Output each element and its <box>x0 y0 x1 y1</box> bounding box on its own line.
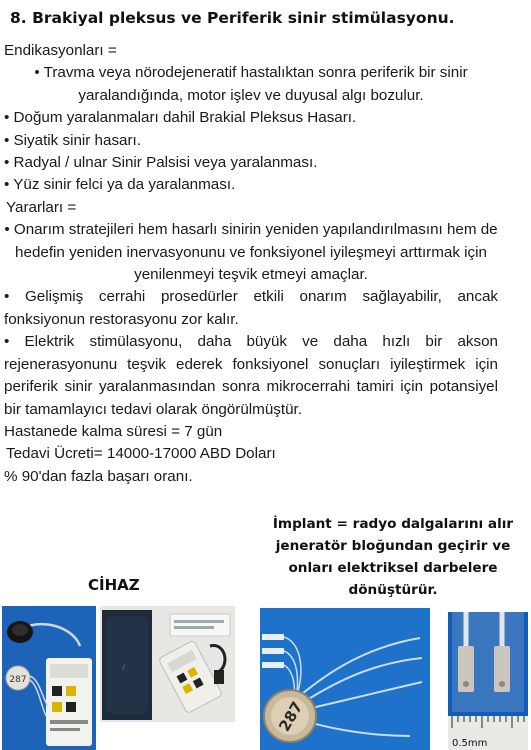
body-text <box>4 40 498 488</box>
indication-item: • Siyatik sinir hasarı. <box>4 131 141 149</box>
implant-photo <box>260 608 430 750</box>
device-label: CİHAZ <box>88 576 140 594</box>
indication-item: • Doğum yaralanmaları dahil Brakial Pleksus Hasarı. <box>4 109 357 127</box>
ruler-label: 0.5mm <box>452 738 488 749</box>
benefits-heading: Yararları = <box>6 198 77 216</box>
implant-caption: İmplant = radyo dalgalarını alır jeneratör bloğundan geçirir ve onları elektriksel darbelere dönüştürür. <box>272 516 514 598</box>
benefit-item: • Elektrik stimülasyonu, daha büyük ve daha hızlı bir akson rejenerasyonunu teşvik ederek fonksiyonel sonuçları iyileştirmek için periferik sinir yaralanmasından sonra mikrocerrahi tamiri için potansiyel bir tamamlayıcı tedavi olarak öngörülmüştür. <box>4 333 498 418</box>
benefit-item: • Onarım stratejileri hem hasarlı sinirin yeniden yapılandırılmasını hem de hedefin yeniden inervasyonunu ve fonksiyonel iyileşmeyi arttırmak için yenilenmeyi teşvik etmeyi amaçlar. <box>4 221 498 284</box>
device-photo <box>2 606 96 750</box>
svg-text:~: ~ <box>118 662 130 672</box>
device-case-photo <box>100 606 235 722</box>
hospital-stay: Hastanede kalma süresi = 7 gün <box>4 422 223 440</box>
benefit-item: • Gelişmiş cerrahi prosedürler etkili onarım sağlayabilir, ancak fonksiyonun restorasyonu zor kalır. <box>4 288 498 328</box>
treatment-fee: Tedavi Ücreti= 14000-17000 ABD Doları <box>6 445 276 463</box>
implant-number-small: 287 <box>9 675 27 685</box>
indication-item: • Travma veya nörodejeneratif hastalıktan sonra periferik bir sinir yaralandığında, motor işlev ve duyusal algı bozulur. <box>34 64 468 104</box>
indication-item: • Radyal / ulnar Sinir Palsisi veya yaralanması. <box>4 154 318 172</box>
page-title: 8. Brakiyal pleksus ve Periferik sinir stimülasyonu. <box>10 9 455 27</box>
electrode-photo <box>448 612 528 750</box>
success-rate: % 90'dan fazla başarı oranı. <box>4 467 193 485</box>
indication-item: • Yüz sinir felci ya da yaralanması. <box>4 176 236 194</box>
implant-number-large: 287 <box>275 698 307 735</box>
indications-heading: Endikasyonları = <box>4 42 117 59</box>
